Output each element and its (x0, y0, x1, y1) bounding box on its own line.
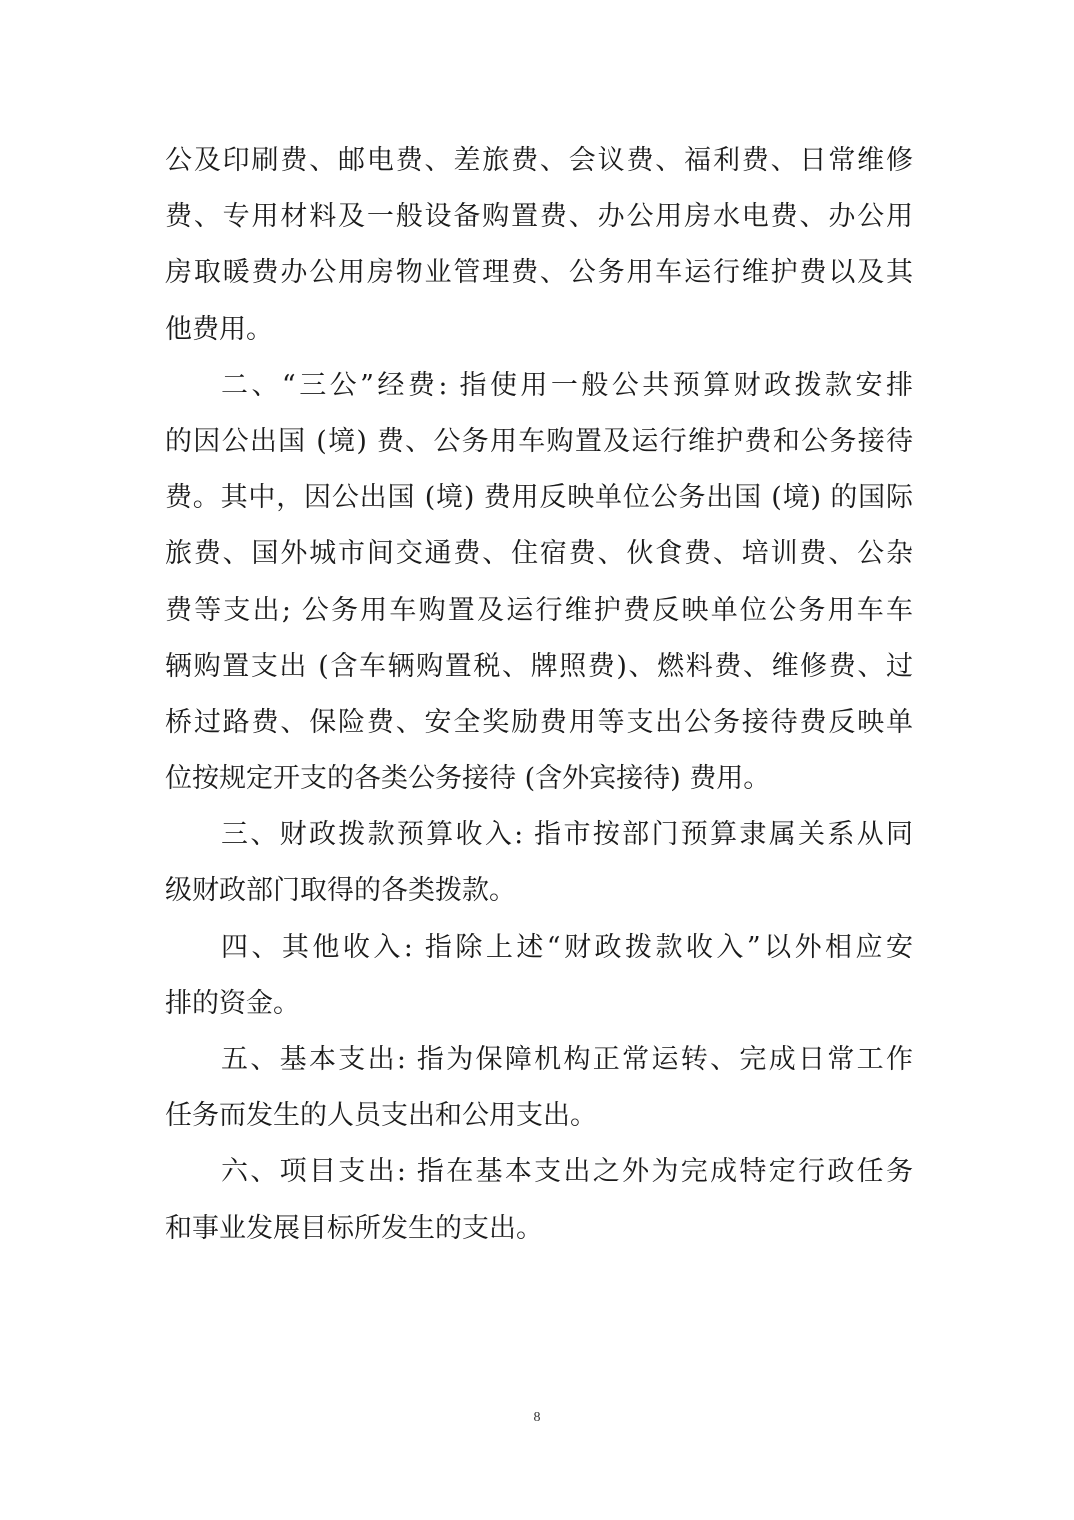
text-line: 级财政部门取得的各类拨款。 (165, 875, 516, 907)
paragraph-budget-income: 三、财政拨款预算收入: 指市按部门预算隶属关系从同 (221, 819, 913, 851)
paragraph-project-expenditure: 六、项目支出: 指在基本支出之外为完成特定行政任务 (221, 1156, 913, 1188)
text-line: 辆购置支出 (含车辆购置税、牌照费)、燃料费、维修费、过 (165, 650, 913, 682)
body-text (165, 133, 913, 1257)
text-line: 任务而发生的人员支出和公用支出。 (165, 1100, 597, 1132)
text-line: 费等支出; 公务用车购置及运行维护费反映单位公务用车车 (165, 594, 913, 626)
paragraph-other-income: 四、其他收入: 指除上述“财政拨款收入”以外相应安 (221, 931, 913, 963)
text-line: 费。其中，因公出国 (境) 费用反映单位公务出国 (境) 的国际 (165, 482, 913, 514)
text-line: 他费用。 (165, 313, 273, 345)
text-line: 公及印刷费、邮电费、差旅费、会议费、福利费、日常维修 (165, 145, 913, 176)
text-line: 和事业发展目标所发生的支出。 (165, 1212, 543, 1244)
text-line: 旅费、国外城市间交通费、住宿费、伙食费、培训费、公杂 (165, 538, 913, 570)
text-line: 的因公出国 (境) 费、公务用车购置及运行维护费和公务接待 (165, 425, 913, 457)
text-line: 位按规定开支的各类公务接待 (含外宾接待) 费用。 (165, 763, 771, 795)
text-line: 排的资金。 (165, 987, 300, 1019)
page-number: 8 (533, 1410, 541, 1425)
paragraph-basic-expenditure: 五、基本支出: 指为保障机构正常运转、完成日常工作 (221, 1044, 913, 1075)
text-line: 房取暖费办公用房物业管理费、公务用车运行维护费以及其 (165, 257, 913, 289)
text-line: 费、专用材料及一般设备购置费、办公用房水电费、办公用 (165, 201, 913, 233)
paragraph-three-public-expenses: 二、“三公”经费: 指使用一般公共预算财政拨款安排 (221, 369, 913, 401)
text-line: 桥过路费、保险费、安全奖励费用等支出公务接待费反映单 (165, 706, 913, 738)
